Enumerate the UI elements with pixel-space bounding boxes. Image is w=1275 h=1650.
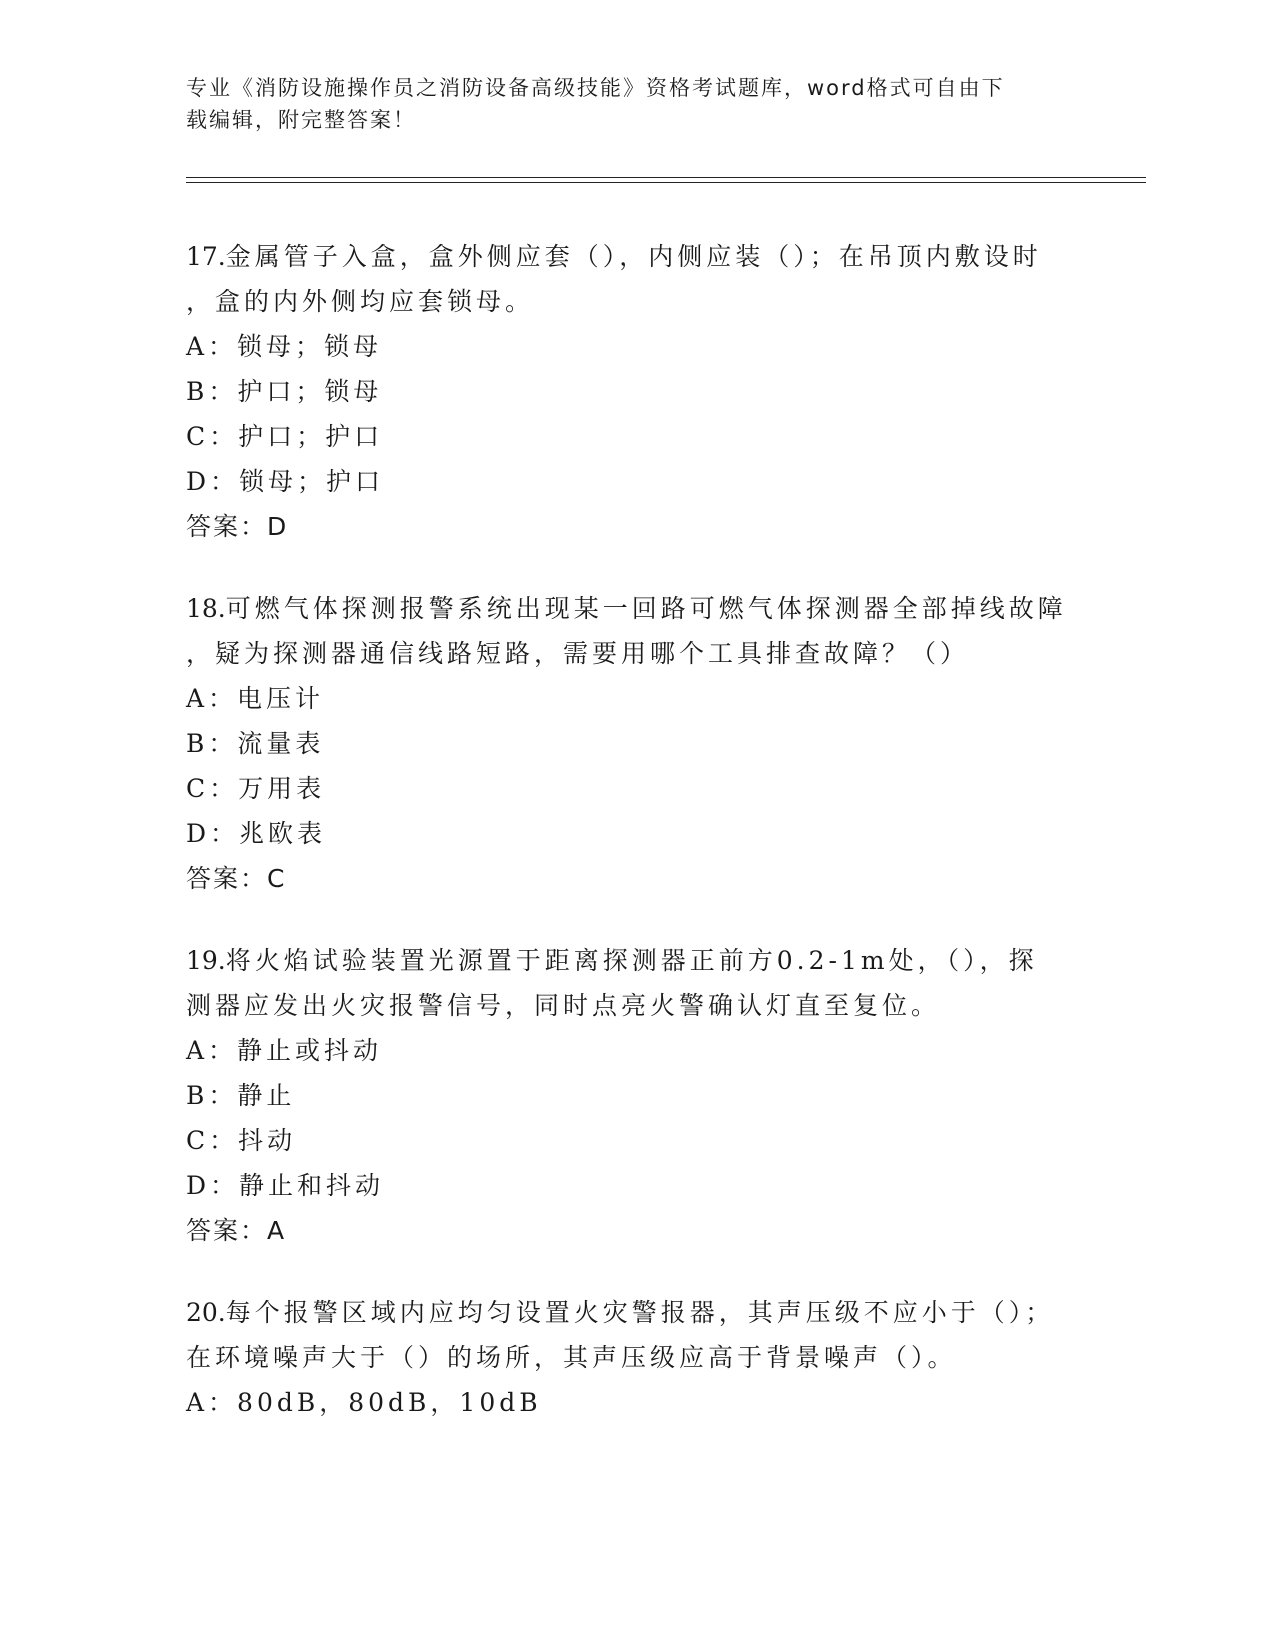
question-text-line-1: 可燃气体探测报警系统出现某一回路可燃气体探测器全部掉线故障 [225,594,1067,623]
option-b: B：护口；锁母 [186,377,383,406]
option-c: C：万用表 [186,774,326,803]
header-divider-bottom [186,182,1146,183]
header-line-2: 载编辑，附完整答案！ [186,108,416,132]
option-d: D：静止和抖动 [186,1171,385,1200]
option-a: A：锁母；锁母 [186,332,383,361]
option-a: A：80dB，80dB，10dB [186,1388,542,1417]
answer: 答案：C [186,864,287,893]
question-text [186,1290,1086,1335]
question-number: 20. [186,1298,226,1327]
question-18 [186,586,1086,901]
question-text-line-2: ，盒的内外侧均应套锁母。 [186,287,535,316]
option-a: A：静止或抖动 [186,1036,383,1065]
question-list [186,234,1086,1462]
document-header [186,72,1066,136]
option-d: D：兆欧表 [186,819,327,848]
option-d: D：锁母；护口 [186,467,385,496]
question-17 [186,234,1086,549]
question-20 [186,1290,1086,1425]
option-c: C：抖动 [186,1126,297,1155]
question-text-line-1: 金属管子入盒，盒外侧应套（），内侧应装（）；在吊顶内敷设时 [225,242,1042,271]
question-text-line-2: 测器应发出火灾报警信号，同时点亮火警确认灯直至复位。 [186,991,941,1020]
option-a: A：电压计 [186,684,325,713]
question-number: 18. [186,594,226,623]
question-text-line-2: ，疑为探测器通信线路短路，需要用哪个工具排查故障？（） [186,639,970,668]
question-text [186,234,1086,279]
answer: 答案：D [186,512,289,541]
header-line-1: 专业《消防设施操作员之消防设备高级技能》资格考试题库，word格式可自由下 [186,76,1005,100]
question-text-line-1: 将火焰试验装置光源置于距离探测器正前方0.2-1m处，（），探 [225,946,1038,975]
question-text [186,586,1086,631]
header-divider-top [186,177,1146,178]
question-text [186,938,1086,983]
question-19 [186,938,1086,1253]
question-number: 19. [186,946,226,975]
question-text-line-2: 在环境噪声大于（）的场所，其声压级应高于背景噪声（）。 [186,1343,957,1372]
option-b: B：静止 [186,1081,296,1110]
question-text-line-1: 每个报警区域内应均匀设置火灾警报器，其声压级不应小于（）； [225,1298,1055,1327]
answer: 答案：A [186,1216,287,1245]
question-number: 17. [186,242,226,271]
option-b: B：流量表 [186,729,325,758]
option-c: C：护口；护口 [186,422,384,451]
